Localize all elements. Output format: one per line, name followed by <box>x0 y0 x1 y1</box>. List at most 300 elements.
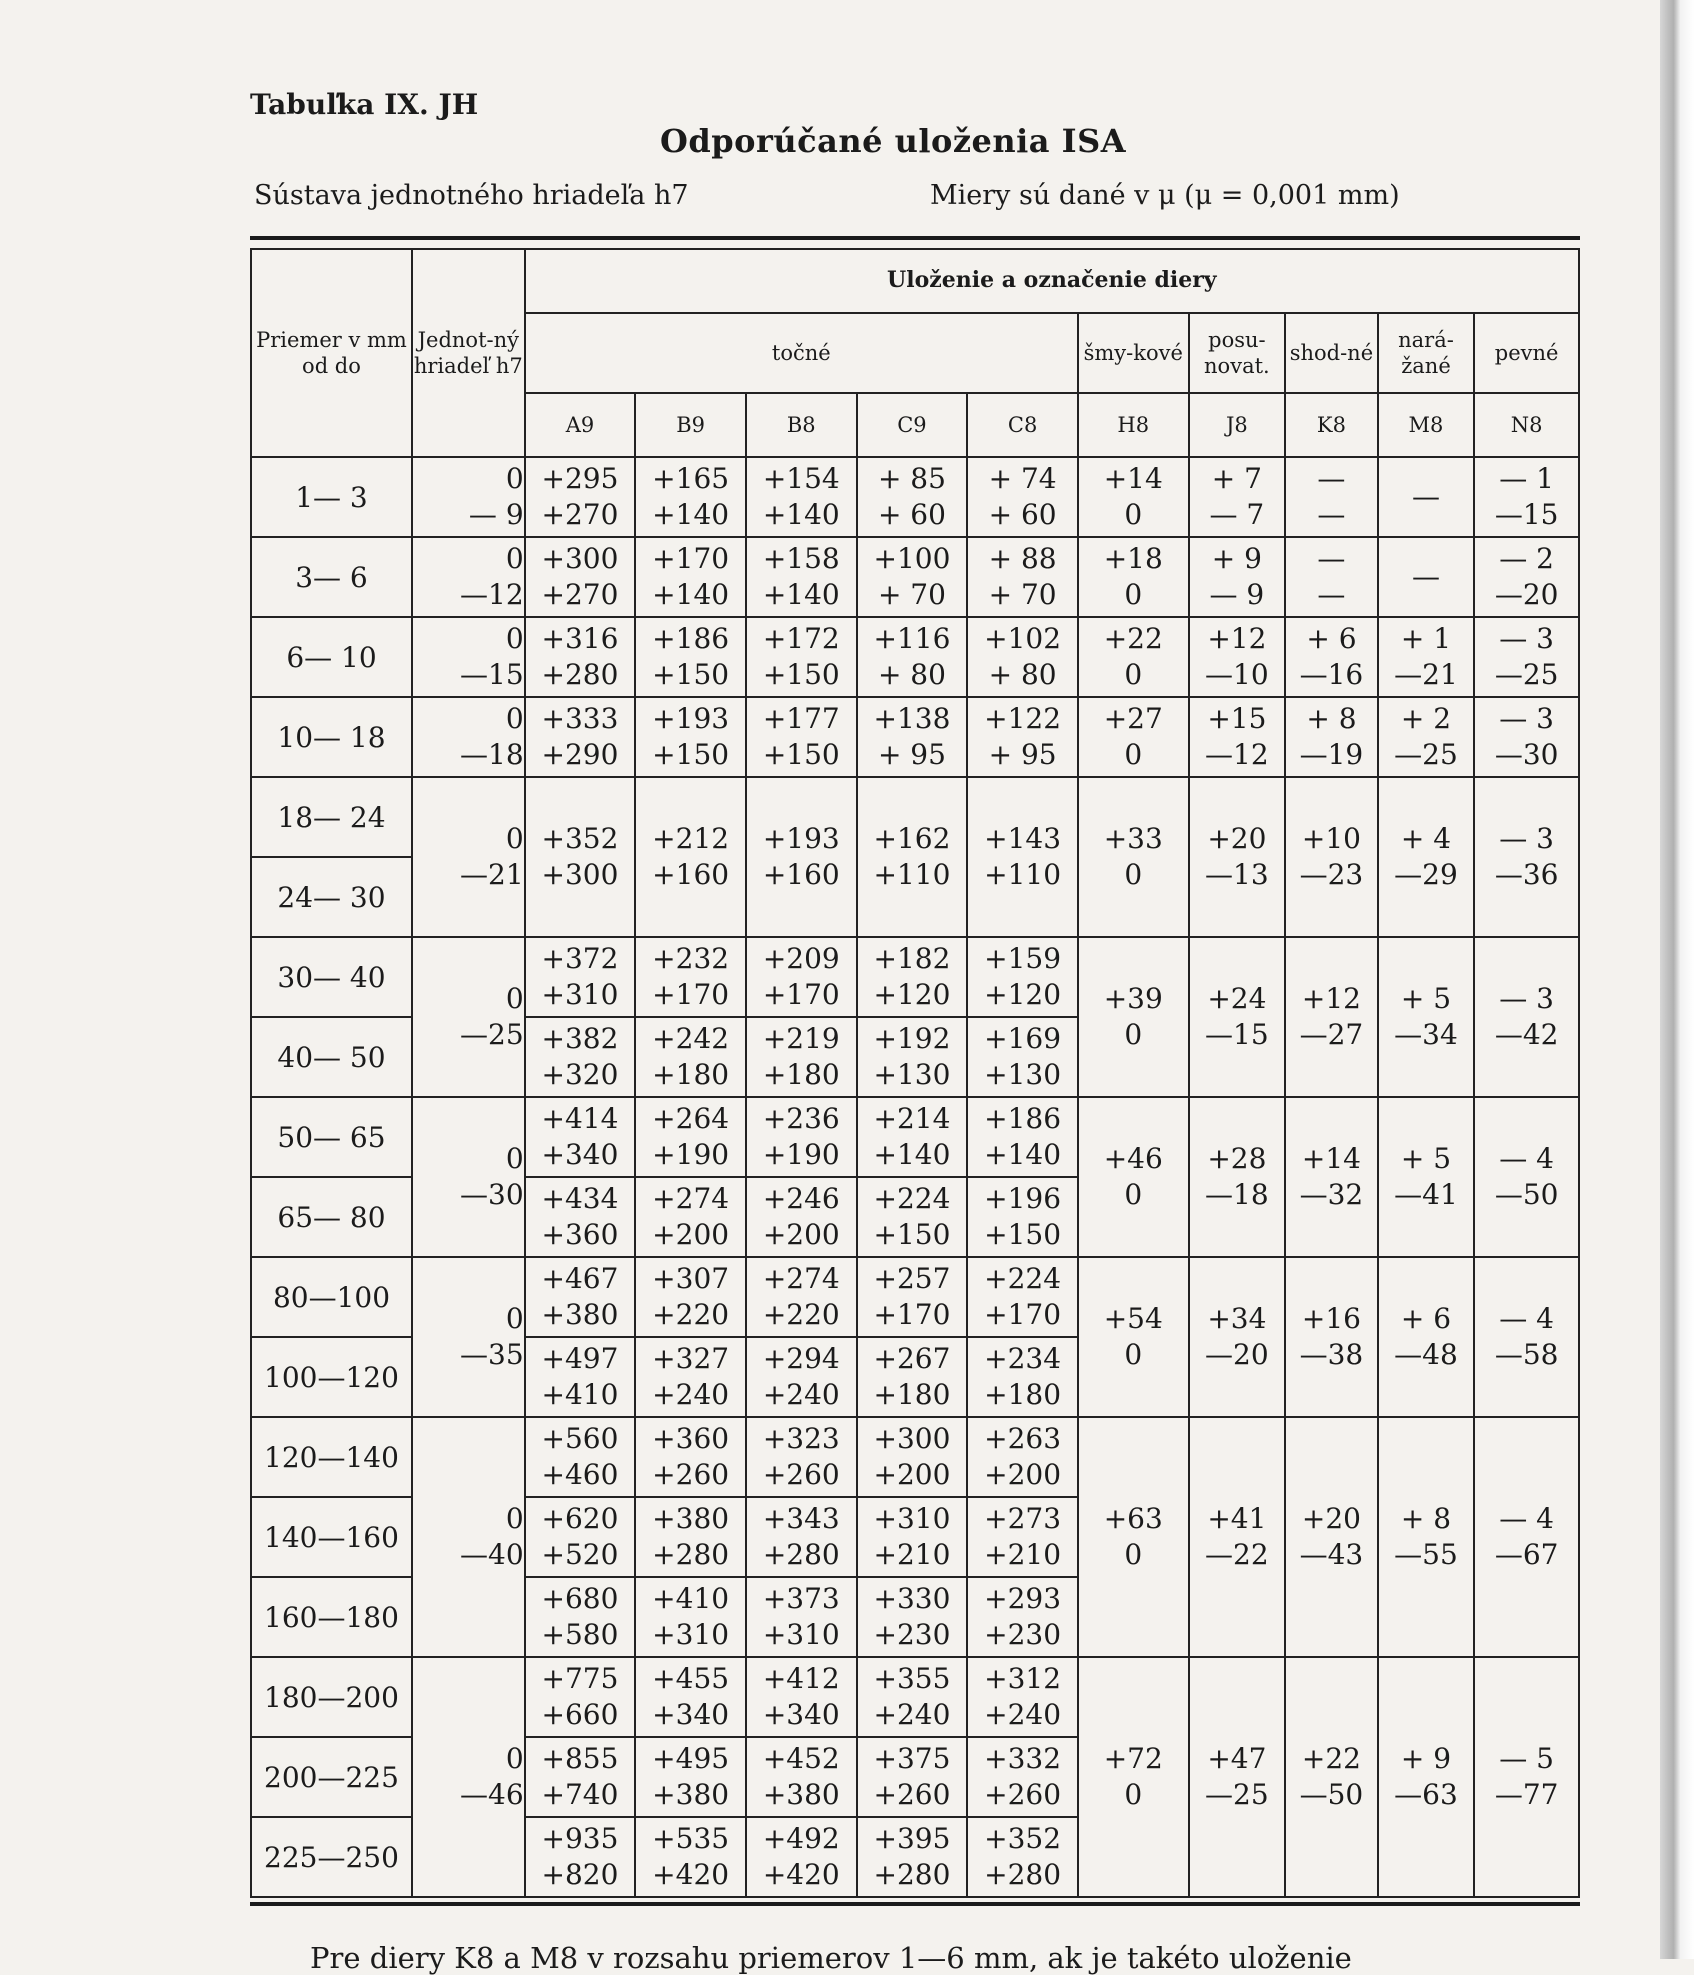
hole-j8-value: —25 <box>1205 1778 1269 1811</box>
hole-a9 <box>525 1017 636 1097</box>
hole-c9-value: +210 <box>873 1538 951 1571</box>
hole-c8-value: +186 <box>984 1102 1062 1135</box>
hole-h8 <box>1078 617 1189 697</box>
hole-b9-value: +150 <box>652 738 730 771</box>
hole-m8-value: —55 <box>1394 1538 1458 1571</box>
hole-b9 <box>635 1417 746 1497</box>
hole-c9-value: +310 <box>873 1502 951 1535</box>
hole-j8 <box>1189 937 1286 1097</box>
hole-c9 <box>857 1177 968 1257</box>
hole-b9-value: +327 <box>652 1342 730 1375</box>
hole-m8-value: —21 <box>1394 658 1458 691</box>
shaft-tolerance-value: 0 <box>505 1502 524 1535</box>
diameter-range: 120—140 <box>251 1417 412 1497</box>
hole-b8-value: +170 <box>762 978 840 1011</box>
hole-b9 <box>635 937 746 1017</box>
hole-c9-value: +182 <box>873 942 951 975</box>
diameter-range: 100—120 <box>251 1337 412 1417</box>
hole-b8-value: +209 <box>762 942 840 975</box>
hole-c9-value: +240 <box>873 1698 951 1731</box>
hole-b9 <box>635 617 746 697</box>
hole-b8-value: +420 <box>762 1858 840 1891</box>
hole-j8-value: —12 <box>1205 738 1269 771</box>
hole-c9 <box>857 937 968 1017</box>
hole-n8 <box>1474 1657 1579 1897</box>
hole-a9-value: +935 <box>541 1822 619 1855</box>
hole-b9-value: +495 <box>652 1742 730 1775</box>
hole-k8 <box>1285 937 1378 1097</box>
hole-j8 <box>1189 777 1286 937</box>
hole-k8-value: —19 <box>1299 738 1364 771</box>
hole-j8-value: —10 <box>1205 658 1269 691</box>
diameter-range: 50— 65 <box>251 1097 412 1177</box>
hole-h8-value: 0 <box>1124 738 1143 771</box>
hole-h8-value: 0 <box>1124 578 1143 611</box>
hole-k8 <box>1285 1657 1378 1897</box>
hole-a9-value: +372 <box>541 942 619 975</box>
hole-j8 <box>1189 1097 1286 1257</box>
hole-h8-value: +54 <box>1103 1302 1163 1335</box>
shaft-tolerance <box>412 617 525 697</box>
hole-c9-value: +375 <box>873 1742 951 1775</box>
hole-c9 <box>857 1417 968 1497</box>
hole-c9-value: +140 <box>873 1138 951 1171</box>
hole-b8-value: +150 <box>762 658 840 691</box>
hole-c9-value: +192 <box>873 1022 951 1055</box>
hole-a9 <box>525 617 636 697</box>
hole-a9-value: +290 <box>541 738 619 771</box>
hole-c9-value: +150 <box>873 1218 951 1251</box>
diameter-range: 140—160 <box>251 1497 412 1577</box>
hole-c8 <box>967 1337 1078 1417</box>
hole-j8-value: + 9 <box>1211 542 1262 575</box>
hole-h8-value: +27 <box>1103 702 1163 735</box>
hole-n8 <box>1474 617 1579 697</box>
hole-c9 <box>857 697 968 777</box>
hole-a9-value: +280 <box>541 658 619 691</box>
hole-n8-value: —42 <box>1494 1018 1559 1051</box>
hole-j8-value: +47 <box>1207 1742 1267 1775</box>
shaft-tolerance-value: —35 <box>460 1338 524 1371</box>
hole-b8-value: +310 <box>762 1618 840 1651</box>
hole-k8-value: + 6 <box>1306 622 1357 655</box>
hole-h8-value: 0 <box>1124 1778 1143 1811</box>
hole-c9 <box>857 1657 968 1737</box>
hole-h8 <box>1078 697 1189 777</box>
hole-m8-value: —48 <box>1394 1338 1458 1371</box>
hole-b9 <box>635 1017 746 1097</box>
hole-a9-value: +680 <box>541 1582 619 1615</box>
hole-c9-value: + 70 <box>877 578 946 611</box>
hole-n8-value: — 3 <box>1499 982 1554 1015</box>
hole-c9-value: +280 <box>873 1858 951 1891</box>
hole-b8-value: +140 <box>762 498 840 531</box>
hole-b8-value: +246 <box>762 1182 840 1215</box>
hole-n8 <box>1474 457 1579 537</box>
hole-a9 <box>525 1577 636 1657</box>
shaft-tolerance-value: —21 <box>460 858 524 891</box>
hole-b9-value: +274 <box>652 1182 730 1215</box>
hole-j8-value: +20 <box>1207 822 1267 855</box>
hole-b8-value: +373 <box>762 1582 840 1615</box>
diameter-range: 80—100 <box>251 1257 412 1337</box>
diameter-range: 160—180 <box>251 1577 412 1657</box>
hole-k8-value: —27 <box>1299 1018 1364 1051</box>
shaft-tolerance <box>412 537 525 617</box>
hole-j8-value: +15 <box>1207 702 1267 735</box>
hole-k8-value: —38 <box>1299 1338 1364 1371</box>
hole-c8 <box>967 457 1078 537</box>
hole-c9-value: +110 <box>873 858 951 891</box>
shaft-tolerance-value: —15 <box>460 658 524 691</box>
hole-c8-value: + 95 <box>988 738 1057 771</box>
hole-b8-value: +177 <box>762 702 840 735</box>
hole-k8-value: +20 <box>1301 1502 1361 1535</box>
hole-a9 <box>525 1177 636 1257</box>
hole-h8-value: +63 <box>1103 1502 1163 1535</box>
hole-k8 <box>1285 537 1378 617</box>
hole-c9-value: +267 <box>873 1342 951 1375</box>
hole-n8 <box>1474 697 1579 777</box>
shaft-tolerance-value: 0 <box>505 1142 524 1175</box>
hole-m8 <box>1378 697 1475 777</box>
hole-a9-value: +855 <box>541 1742 619 1775</box>
header-group-narazane: nará-žané <box>1378 313 1475 393</box>
hole-n8-value: —67 <box>1494 1538 1559 1571</box>
hole-m8-value: + 1 <box>1400 622 1452 655</box>
hole-b8-value: +412 <box>762 1662 840 1695</box>
hole-b8-value: +150 <box>762 738 840 771</box>
hole-n8-value: — 3 <box>1499 822 1554 855</box>
hole-b9-value: +240 <box>652 1378 730 1411</box>
hole-c8-value: +120 <box>984 978 1062 1011</box>
hole-b9 <box>635 1097 746 1177</box>
hole-c9 <box>857 1577 968 1657</box>
hole-c8-value: +260 <box>984 1778 1062 1811</box>
hole-c9-value: +100 <box>873 542 951 575</box>
hole-b9 <box>635 537 746 617</box>
hole-a9 <box>525 1657 636 1737</box>
hole-n8-value: — 4 <box>1499 1302 1554 1335</box>
hole-c9-value: +224 <box>873 1182 951 1215</box>
shaft-tolerance-value: —30 <box>460 1178 524 1211</box>
hole-h8-value: +46 <box>1103 1142 1163 1175</box>
hole-b8 <box>746 1097 857 1177</box>
hole-k8-value: +16 <box>1301 1302 1361 1335</box>
hole-m8-value: + 5 <box>1400 982 1452 1015</box>
hole-b9-value: +180 <box>652 1058 730 1091</box>
hole-a9-value: +820 <box>541 1858 619 1891</box>
hole-m8-value: + 9 <box>1400 1742 1452 1775</box>
hole-h8-value: +14 <box>1103 462 1163 495</box>
hole-j8-value: — 7 <box>1209 498 1265 531</box>
shaft-tolerance-value: —18 <box>460 738 524 771</box>
shaft-tolerance-value: 0 <box>505 822 524 855</box>
hole-c9-value: +395 <box>873 1822 951 1855</box>
hole-b9-value: +410 <box>652 1582 730 1615</box>
hole-c8-value: + 80 <box>988 658 1057 691</box>
table-row <box>251 1257 1579 1337</box>
hole-a9-value: +467 <box>541 1262 619 1295</box>
diameter-range: 200—225 <box>251 1737 412 1817</box>
hole-m8 <box>1378 457 1475 537</box>
hole-b9-value: +380 <box>652 1502 730 1535</box>
hole-m8-value: + 6 <box>1400 1302 1452 1335</box>
hole-b8-value: +158 <box>762 542 840 575</box>
hole-b9-value: +307 <box>652 1262 730 1295</box>
shaft-tolerance <box>412 1417 525 1657</box>
hole-m8 <box>1378 1097 1475 1257</box>
table-row <box>251 457 1579 537</box>
header-code-c9: C9 <box>857 393 968 457</box>
hole-c8-value: +224 <box>984 1262 1062 1295</box>
hole-c8-value: +130 <box>984 1058 1062 1091</box>
hole-b8 <box>746 1817 857 1897</box>
hole-m8-value: —41 <box>1394 1178 1458 1211</box>
top-rule <box>250 236 1580 240</box>
hole-b9 <box>635 1737 746 1817</box>
hole-b9-value: +310 <box>652 1618 730 1651</box>
hole-n8-value: — 3 <box>1499 702 1554 735</box>
hole-c9-value: +330 <box>873 1582 951 1615</box>
hole-a9-value: +380 <box>541 1298 619 1331</box>
hole-h8-value: 0 <box>1124 858 1143 891</box>
hole-b8-value: +172 <box>762 622 840 655</box>
hole-a9 <box>525 1097 636 1177</box>
hole-b9 <box>635 1257 746 1337</box>
page-edge-shadow <box>1660 0 1694 1959</box>
hole-j8-value: +41 <box>1207 1502 1267 1535</box>
hole-m8 <box>1378 937 1475 1097</box>
shaft-tolerance-value: 0 <box>505 542 524 575</box>
hole-b8 <box>746 1017 857 1097</box>
hole-c8-value: +230 <box>984 1618 1062 1651</box>
hole-m8 <box>1378 1657 1475 1897</box>
hole-k8-value: — <box>1317 578 1346 611</box>
hole-j8-value: +24 <box>1207 982 1267 1015</box>
diameter-range: 18— 24 <box>251 777 412 857</box>
hole-c8 <box>967 697 1078 777</box>
hole-c8-value: + 88 <box>988 542 1057 575</box>
hole-b8-value: +240 <box>762 1378 840 1411</box>
hole-n8-value: —36 <box>1494 858 1559 891</box>
header-group-shodne: shod-né <box>1285 313 1378 393</box>
hole-h8-value: 0 <box>1124 1538 1143 1571</box>
hole-a9 <box>525 1817 636 1897</box>
hole-n8-value: — 5 <box>1499 1742 1554 1775</box>
hole-b8-value: +219 <box>762 1022 840 1055</box>
hole-j8 <box>1189 1257 1286 1417</box>
hole-c8-value: +273 <box>984 1502 1062 1535</box>
hole-n8-value: — 4 <box>1499 1142 1554 1175</box>
shaft-tolerance <box>412 697 525 777</box>
hole-c8 <box>967 1817 1078 1897</box>
hole-h8-value: 0 <box>1124 1178 1143 1211</box>
hole-c8-value: + 60 <box>988 498 1057 531</box>
hole-b9-value: +190 <box>652 1138 730 1171</box>
shaft-tolerance-value: 0 <box>505 462 524 495</box>
hole-b8 <box>746 537 857 617</box>
hole-c9-value: +130 <box>873 1058 951 1091</box>
hole-c8 <box>967 1577 1078 1657</box>
hole-k8-value: +12 <box>1301 982 1361 1015</box>
hole-c8 <box>967 1177 1078 1257</box>
shaft-tolerance-value: —40 <box>460 1538 524 1571</box>
hole-n8-value: — 3 <box>1499 622 1554 655</box>
shaft-tolerance-value: 0 <box>505 982 524 1015</box>
hole-a9-value: +460 <box>541 1458 619 1491</box>
hole-a9-value: +620 <box>541 1502 619 1535</box>
hole-c8-value: +240 <box>984 1698 1062 1731</box>
hole-c9 <box>857 617 968 697</box>
hole-c9-value: +230 <box>873 1618 951 1651</box>
hole-c8-value: + 70 <box>988 578 1057 611</box>
hole-b8-value: +380 <box>762 1778 840 1811</box>
hole-c8-value: +234 <box>984 1342 1062 1375</box>
table-label: Tabuľka IX. JH <box>250 88 479 121</box>
hole-c8-value: +150 <box>984 1218 1062 1251</box>
hole-k8 <box>1285 457 1378 537</box>
hole-c9-value: +170 <box>873 1298 951 1331</box>
header-code-k8: K8 <box>1285 393 1378 457</box>
hole-b8 <box>746 1417 857 1497</box>
hole-a9-value: +434 <box>541 1182 619 1215</box>
shaft-tolerance <box>412 457 525 537</box>
hole-c8 <box>967 1417 1078 1497</box>
shaft-tolerance-value: —12 <box>460 578 524 611</box>
footer-note: Pre diery K8 a M8 v rozsahu priemerov 1—6 mm, ak je takéto uloženie <box>310 1941 1352 1975</box>
hole-m8-value: —29 <box>1394 858 1458 891</box>
hole-c9-value: +162 <box>873 822 951 855</box>
hole-h8 <box>1078 537 1189 617</box>
hole-c8-value: +143 <box>984 822 1062 855</box>
hole-a9 <box>525 1337 636 1417</box>
hole-a9 <box>525 1417 636 1497</box>
hole-b9-value: +264 <box>652 1102 730 1135</box>
shaft-tolerance <box>412 937 525 1097</box>
hole-c9-value: +214 <box>873 1102 951 1135</box>
hole-k8-value: —50 <box>1299 1778 1364 1811</box>
hole-h8 <box>1078 1257 1189 1417</box>
hole-b8 <box>746 457 857 537</box>
hole-j8-value: +34 <box>1207 1302 1267 1335</box>
hole-c8-value: +110 <box>984 858 1062 891</box>
hole-c9-value: + 95 <box>877 738 946 771</box>
shaft-tolerance <box>412 1097 525 1257</box>
hole-b8-value: +193 <box>762 822 840 855</box>
shaft-tolerance-value: — 9 <box>468 498 524 531</box>
diameter-range: 65— 80 <box>251 1177 412 1257</box>
hole-j8 <box>1189 1417 1286 1657</box>
hole-c8 <box>967 937 1078 1017</box>
hole-k8 <box>1285 777 1378 937</box>
hole-c8 <box>967 617 1078 697</box>
hole-a9-value: +382 <box>541 1022 619 1055</box>
hole-b9-value: +220 <box>652 1298 730 1331</box>
hole-a9-value: +295 <box>541 462 619 495</box>
hole-a9-value: +340 <box>541 1138 619 1171</box>
hole-c8 <box>967 1497 1078 1577</box>
hole-b9-value: +340 <box>652 1698 730 1731</box>
shaft-tolerance-value: 0 <box>505 1742 524 1775</box>
header-code-n8: N8 <box>1474 393 1579 457</box>
hole-b8-value: +343 <box>762 1502 840 1535</box>
hole-a9-value: +520 <box>541 1538 619 1571</box>
hole-b8-value: +140 <box>762 578 840 611</box>
hole-a9-value: +775 <box>541 1662 619 1695</box>
hole-h8-value: +72 <box>1103 1742 1163 1775</box>
hole-h8 <box>1078 1657 1189 1897</box>
diameter-range: 40— 50 <box>251 1017 412 1097</box>
hole-h8 <box>1078 1097 1189 1257</box>
header-shaft: Jednot-ný hriadeľ h7 <box>412 249 525 457</box>
hole-b9-value: +193 <box>652 702 730 735</box>
hole-c9-value: + 60 <box>877 498 946 531</box>
hole-b8-value: +323 <box>762 1422 840 1455</box>
hole-a9 <box>525 1737 636 1817</box>
hole-c9 <box>857 1337 968 1417</box>
hole-j8 <box>1189 537 1286 617</box>
hole-b8-value: +274 <box>762 1262 840 1295</box>
hole-a9-value: +333 <box>541 702 619 735</box>
hole-c8-value: +102 <box>984 622 1062 655</box>
hole-m8-value: — <box>1411 560 1440 593</box>
hole-b8 <box>746 777 857 937</box>
hole-m8-value: —63 <box>1394 1778 1458 1811</box>
hole-j8-value: —22 <box>1205 1538 1269 1571</box>
hole-c9-value: + 85 <box>877 462 946 495</box>
hole-a9 <box>525 697 636 777</box>
hole-b8-value: +280 <box>762 1538 840 1571</box>
hole-k8-value: +10 <box>1301 822 1361 855</box>
hole-b9-value: +232 <box>652 942 730 975</box>
hole-n8-value: —25 <box>1494 658 1559 691</box>
hole-a9-value: +414 <box>541 1102 619 1135</box>
hole-a9-value: +300 <box>541 542 619 575</box>
hole-n8-value: —30 <box>1494 738 1559 771</box>
hole-a9-value: +580 <box>541 1618 619 1651</box>
diameter-range: 3— 6 <box>251 537 412 617</box>
hole-m8-value: — <box>1411 480 1440 513</box>
hole-b8-value: +220 <box>762 1298 840 1331</box>
hole-b8-value: +236 <box>762 1102 840 1135</box>
hole-k8-value: +22 <box>1301 1742 1361 1775</box>
hole-b8-value: +492 <box>762 1822 840 1855</box>
hole-a9 <box>525 777 636 937</box>
diameter-range: 1— 3 <box>251 457 412 537</box>
hole-m8 <box>1378 617 1475 697</box>
hole-b9-value: +280 <box>652 1538 730 1571</box>
hole-j8-value: —18 <box>1205 1178 1269 1211</box>
hole-c8-value: +180 <box>984 1378 1062 1411</box>
hole-a9 <box>525 1497 636 1577</box>
hole-h8-value: 0 <box>1124 498 1143 531</box>
hole-c9-value: +120 <box>873 978 951 1011</box>
hole-b9-value: +140 <box>652 578 730 611</box>
hole-b8 <box>746 937 857 1017</box>
hole-b8 <box>746 1257 857 1337</box>
hole-b9-value: +420 <box>652 1858 730 1891</box>
hole-b9-value: +186 <box>652 622 730 655</box>
hole-b8-value: +260 <box>762 1458 840 1491</box>
hole-c9-value: +257 <box>873 1262 951 1295</box>
diameter-range: 10— 18 <box>251 697 412 777</box>
hole-c8-value: +159 <box>984 942 1062 975</box>
hole-b9 <box>635 1337 746 1417</box>
header-group-tocne: točné <box>525 313 1078 393</box>
page-title: Odporúčané uloženia ISA <box>660 122 1127 160</box>
hole-b9-value: +160 <box>652 858 730 891</box>
